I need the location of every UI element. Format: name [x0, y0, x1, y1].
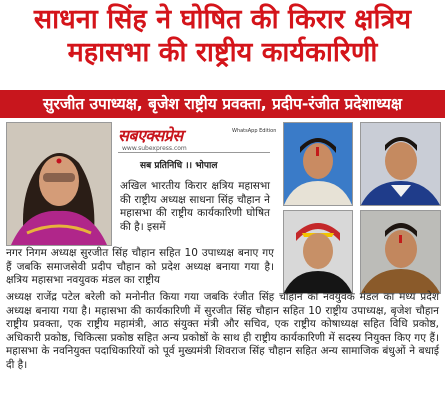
headline-line-2: महासभा की राष्ट्रीय कार्यकारिणी [67, 37, 378, 69]
masthead-logo: सबएक्सप्रेस [118, 126, 183, 145]
article-column-text: अखिल भारतीय किरार क्षत्रिय महासभा की राष्ट्रीय अध्यक्ष साधना सिंह चौहान ने महासभा की राष्ट्रीय कार्यकारिणी घोषित की है। इसमें [120, 180, 270, 233]
photo-man-4 [360, 210, 441, 294]
subheadline-bar: सुरजीत उपाध्यक्ष, बृजेश राष्ट्रीय प्रवक्ता, प्रदीप-रंजीत प्रदेशाध्यक्ष [0, 90, 445, 118]
headline-line-1: साधना सिंह ने घोषित की किरार क्षत्रिय [33, 4, 412, 35]
article-body-text: नगर निगम अध्यक्ष सुरजीत सिंह चौहान सहित 10 उपाध्यक्ष बनाए गए हैं जबकि समाजसेवी प्रदीप चौहान को प्रदेश अध्यक्ष बनाया गया है। क्षत्रिय महासभा नवयुवक मंडल का राष्ट्रीय [6, 247, 274, 287]
photo-man-3 [283, 210, 353, 294]
masthead-url: www.subexpress.com [122, 145, 187, 152]
headline [0, 4, 445, 68]
dateline: सब प्रतिनिधि ।। भोपाल [140, 161, 218, 171]
masthead-rule [118, 152, 270, 153]
masthead-edition: WhatsApp Edition [232, 128, 277, 134]
photo-man-1 [283, 122, 353, 206]
article-full-width-text: अध्यक्ष राजेंद्र पटेल बरेली को मनोनीत किया गया जबकि रंजीत सिंह चौहान को नवयुवक मंडल का मध्य प्रदेश अध्यक्ष बनाया गया है। महासभा की कार्यकारिणी में सुरजीत सिंह चौहान सहित 10 राष्ट्रीय उपाध्यक्ष, बृजेश चौहान राष्ट्रीय प्रवक्ता, एक राष्ट्रीय महामंत्री, आठ संयुक्त मंत्री और सचिव, एक राष्ट्रीय कोषाध्यक्ष सहित विधि प्रकोष्ठ, अधिकारी प्रकोष्ठ, चिकित्सा प्रकोष्ठ सहित अन्य प्रकोष्ठों के साथ ही राष्ट्रीय कार्यकारिणी में सदस्य नियुक्त किए गए हैं। महासभा के नवनियुक्त पदाधिकारियों को पूर्व मुख्यमंत्री शिवराज सिंह चौहान सहित अन्य सामाजिक बंधुओं ने बधाई दी है। [6, 291, 439, 371]
photo-sadhana-singh [6, 122, 112, 246]
photo-man-2 [360, 122, 441, 206]
